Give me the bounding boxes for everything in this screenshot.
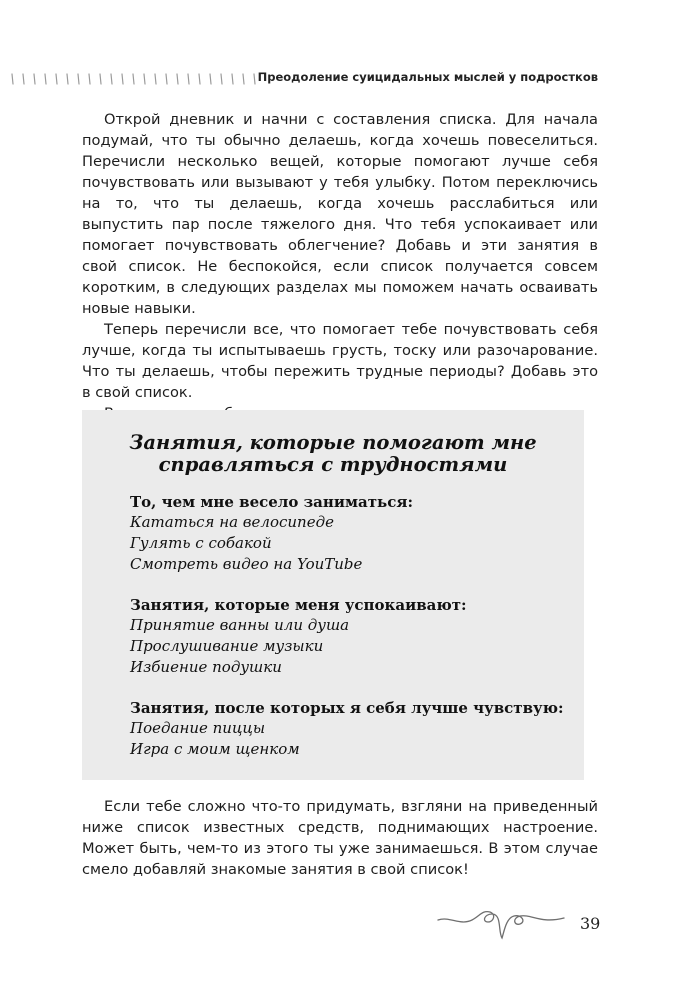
list-item: Прослушивание музыки: [130, 637, 324, 655]
swirl-ornament-icon: [436, 908, 566, 940]
list-item: Гулять с собакой: [130, 534, 272, 552]
example-box-title-line-2: справляться с трудностями: [158, 453, 508, 476]
list-item: Поедание пиццы: [130, 719, 266, 737]
example-box-title: [82, 432, 584, 476]
example-section-fun: [130, 492, 570, 575]
example-list-box: [82, 410, 584, 780]
example-section-calming: [130, 595, 570, 678]
list-item: Смотреть видео на YouTube: [130, 555, 363, 573]
intro-text: [82, 109, 598, 424]
header-tick-decoration: [10, 72, 260, 86]
intro-paragraph-1: Открой дневник и начни с составления списка. Для начала подумай, что ты обычно делаешь, когда хочешь повеселиться. Перечисли несколько вещей, которые помогают лучше себя почувствовать или вызывают у тебя улыбку. Потом переключись на то, что ты делаешь, когда хочешь расслабиться или выпустить пар после тяжелого дня. Что тебя успокаивает или помогает почувствовать облегчение? Добавь и эти занятия в свой список. Не беспокойся, если список получается совсем коротким, в следующих разделах мы поможем начать осваивать новые навыки.: [82, 111, 598, 317]
section-heading: Занятия, после которых я себя лучше чувствую:: [130, 699, 564, 717]
section-heading: Занятия, которые меня успокаивают:: [130, 596, 467, 614]
page-number: 39: [580, 914, 601, 933]
list-item: Игра с моим щенком: [130, 740, 300, 758]
list-item: Принятие ванны или душа: [130, 616, 350, 634]
list-item: Избиение подушки: [130, 658, 282, 676]
closing-text: [82, 796, 598, 880]
running-head-title: Преодоление суицидальных мыслей у подростков: [257, 70, 598, 84]
section-heading: То, чем мне весело заниматься:: [130, 493, 413, 511]
intro-paragraph-2: Теперь перечисли все, что помогает тебе почувствовать себя лучше, когда ты испытываешь грусть, тоску или разочарование. Что ты делаешь, чтобы пережить трудные периоды? Добавь это в свой список.: [82, 321, 598, 401]
closing-paragraph: Если тебе сложно что-то придумать, взгляни на приведенный ниже список известных средств, поднимающих настроение. Может быть, чем-то из этого ты уже занимаешься. В этом случае смело добавляй знакомые занятия в свой список!: [82, 798, 598, 878]
list-item: Кататься на велосипеде: [130, 513, 334, 531]
example-box-title-line-1: Занятия, которые помогают мне: [129, 431, 537, 454]
example-section-feel-better: [130, 698, 570, 760]
